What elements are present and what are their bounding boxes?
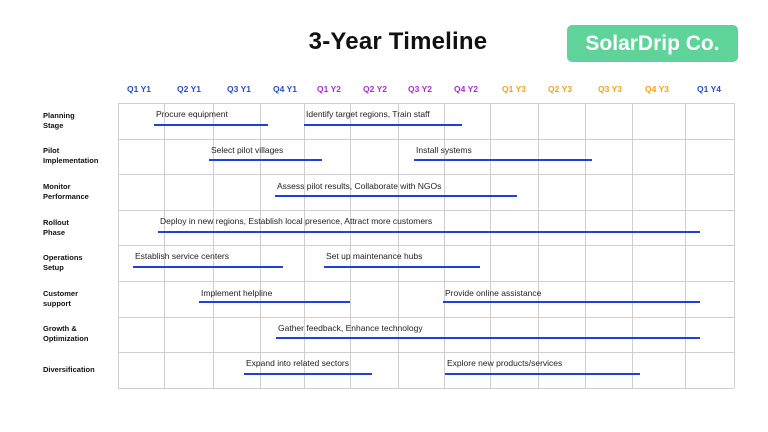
grid-row-line — [118, 210, 734, 211]
task-bar — [304, 124, 462, 126]
quarter-header: Q1 Y3 — [502, 84, 526, 94]
row-label-line: Diversification — [43, 365, 95, 374]
grid-row-line — [118, 388, 734, 389]
row-label-line: Phase — [43, 227, 66, 237]
company-logo: SolarDrip Co. — [567, 25, 738, 62]
task-label: Implement helpline — [201, 288, 273, 298]
grid-row-line — [118, 317, 734, 318]
row-label-line: Pilot — [43, 146, 60, 156]
grid-column-line — [118, 103, 119, 388]
task-bar — [158, 231, 700, 233]
row-label-line: Operations — [43, 253, 83, 263]
task-label: Deploy in new regions, Establish local presence, Attract more customers — [160, 216, 433, 226]
row-label-line: Setup — [43, 263, 64, 273]
grid-row-line — [118, 103, 734, 104]
row-label-line: support — [43, 298, 71, 308]
row-label — [43, 289, 78, 309]
quarter-header: Q3 Y1 — [227, 84, 251, 94]
task-bar — [414, 159, 592, 161]
row-label-line: Planning — [43, 110, 75, 120]
row-label — [43, 182, 89, 202]
task-label: Establish service centers — [135, 251, 230, 261]
task-label: Expand into related sectors — [246, 358, 350, 368]
task-label: Procure equipment — [156, 109, 228, 119]
quarter-header: Q2 Y3 — [548, 84, 572, 94]
grid-column-line — [734, 103, 735, 388]
row-label-line: Stage — [43, 120, 64, 130]
task-bar — [445, 373, 640, 375]
quarter-header: Q1 Y2 — [317, 84, 341, 94]
quarter-header: Q1 Y4 — [697, 84, 721, 94]
grid-column-line — [685, 103, 686, 388]
row-label — [43, 146, 98, 166]
grid-column-line — [538, 103, 539, 388]
task-label: Install systems — [416, 145, 472, 155]
task-bar — [133, 266, 283, 268]
task-label: Provide online assistance — [445, 288, 542, 298]
task-label: Select pilot villages — [211, 145, 284, 155]
task-bar — [276, 337, 700, 339]
quarter-header: Q2 Y1 — [177, 84, 201, 94]
grid-column-line — [632, 103, 633, 388]
page-title: 3-Year Timeline — [308, 28, 488, 55]
task-bar — [244, 373, 372, 375]
task-bar — [209, 159, 322, 161]
row-label — [43, 218, 69, 238]
row-label-line: Rollout — [43, 217, 69, 227]
task-bar — [154, 124, 268, 126]
row-label — [43, 111, 75, 131]
grid-column-line — [164, 103, 165, 388]
quarter-header: Q4 Y3 — [645, 84, 669, 94]
row-label-line: Optimization — [43, 334, 89, 344]
grid-row-line — [118, 352, 734, 353]
row-label-line: Monitor — [43, 182, 71, 191]
quarter-header: Q3 Y2 — [408, 84, 432, 94]
row-label — [43, 324, 88, 344]
task-label: Explore new products/services — [447, 358, 563, 368]
task-label: Assess pilot results, Collaborate with NGOs — [277, 181, 442, 191]
grid-column-line — [490, 103, 491, 388]
row-label-line: Customer — [43, 288, 79, 298]
task-bar — [275, 195, 517, 197]
quarter-header: Q4 Y2 — [454, 84, 478, 94]
grid-row-line — [118, 281, 734, 282]
grid-column-line — [585, 103, 586, 388]
grid-row-line — [118, 139, 734, 140]
row-label-line: Performance — [43, 192, 89, 201]
row-label-line: Growth & — [43, 324, 77, 334]
quarter-header: Q2 Y2 — [363, 84, 387, 94]
grid-column-line — [304, 103, 305, 388]
task-label: Identify target regions, Train staff — [306, 109, 430, 119]
task-bar — [324, 266, 480, 268]
quarter-header: Q4 Y1 — [273, 84, 297, 94]
task-bar — [199, 301, 350, 303]
grid-column-line — [350, 103, 351, 388]
task-label: Gather feedback, Enhance technology — [278, 323, 423, 333]
grid-column-line — [398, 103, 399, 388]
row-label — [43, 253, 83, 273]
grid-row-line — [118, 174, 734, 175]
task-bar — [443, 301, 700, 303]
row-label — [43, 365, 95, 375]
task-label: Set up maintenance hubs — [326, 251, 423, 261]
quarter-header: Q3 Y3 — [598, 84, 622, 94]
row-label-line: Implementation — [43, 156, 99, 166]
quarter-header: Q1 Y1 — [127, 84, 151, 94]
grid-row-line — [118, 245, 734, 246]
